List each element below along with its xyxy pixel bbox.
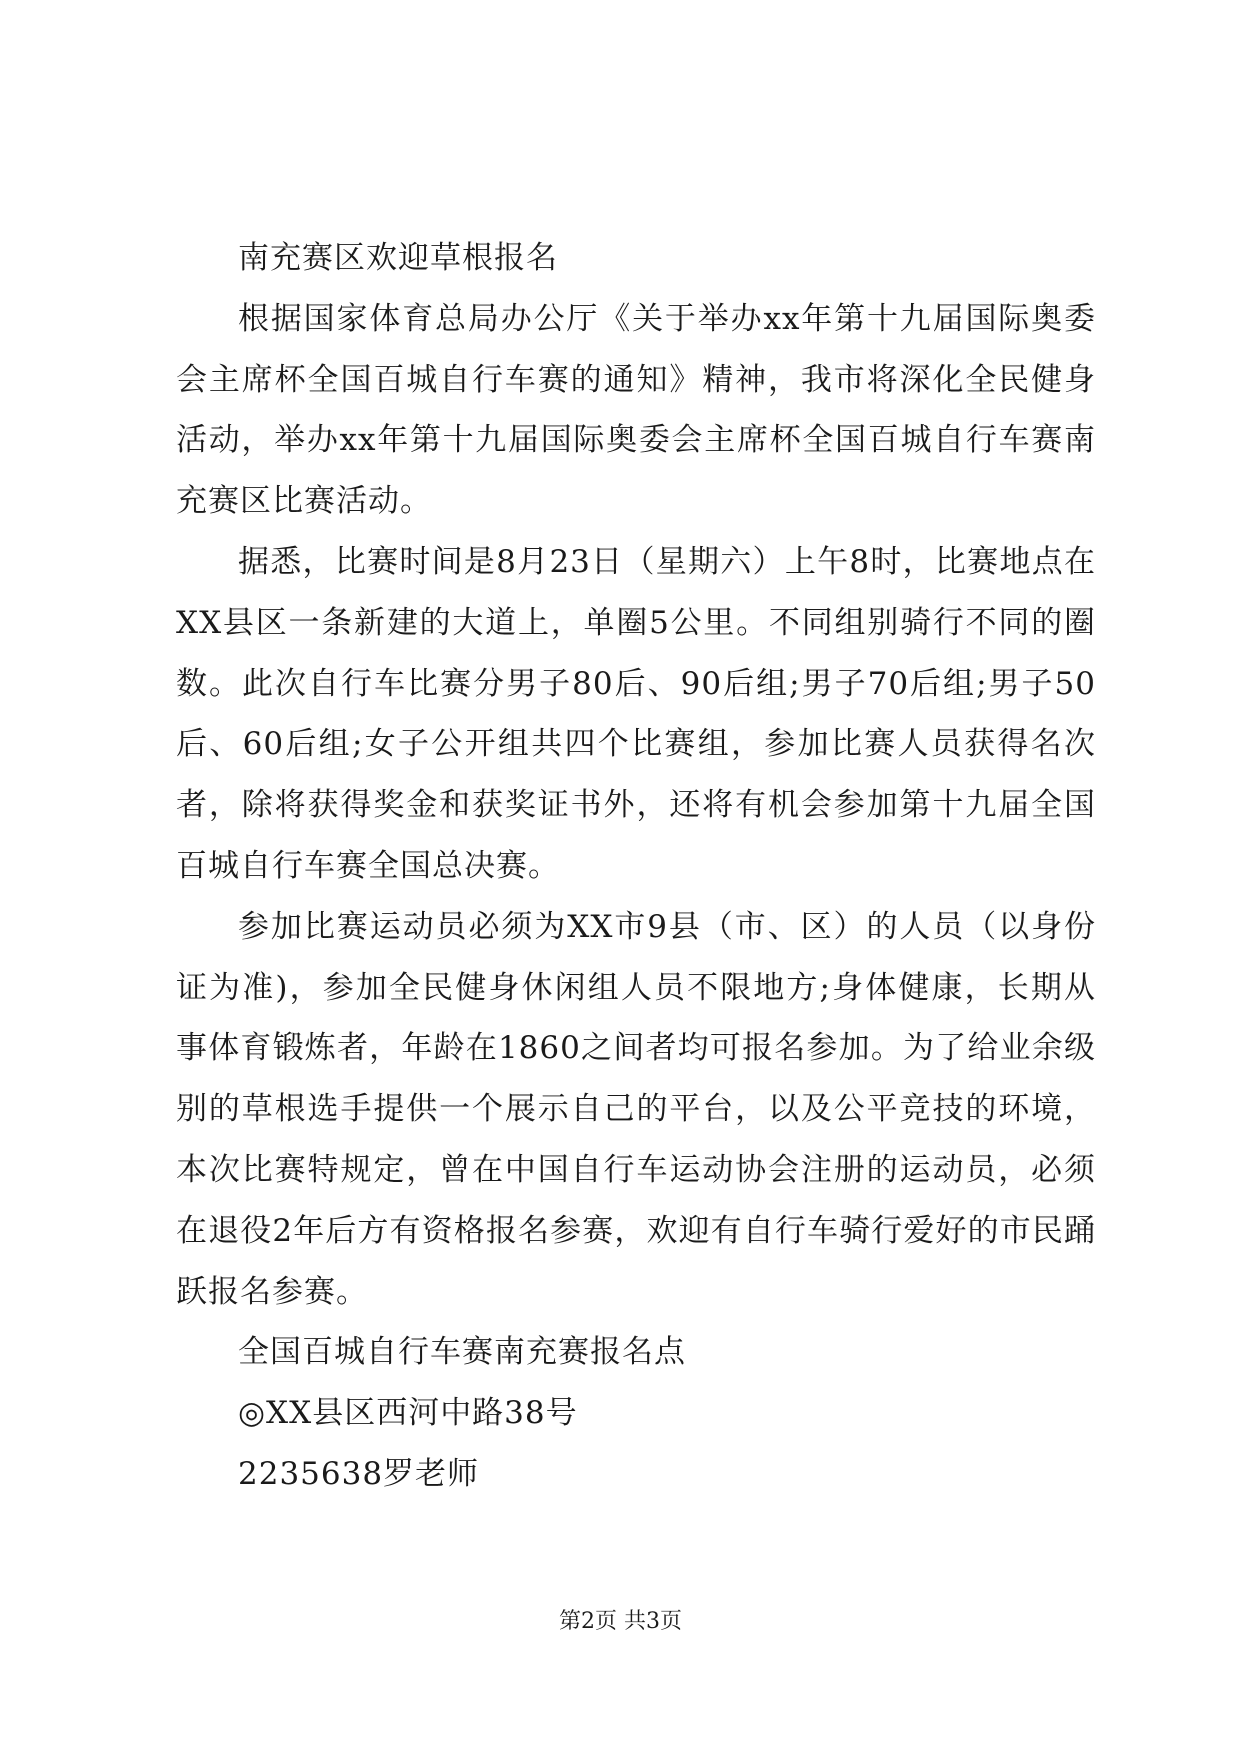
registration-heading: 全国百城自行车赛南充赛报名点: [238, 1334, 686, 1371]
document-title: 南充赛区欢迎草根报名: [238, 240, 558, 276]
page-number: 第2页 共3页: [559, 1609, 682, 1634]
registration-address: ◎XX县区西河中路38号: [238, 1395, 578, 1432]
registration-contact: 2235638罗老师: [238, 1455, 480, 1492]
paragraph-schedule: 据悉，比赛时间是8月23日（星期六）上午8时，比赛地点在XX县区一条新建的大道上，单圈5公里。不同组别骑行不同的圈数。此次自行车比赛分男子80后、90后组;男子70后组;男子50后、60后组;女子公开组共四个比赛组，参加比赛人员获得名次者，除将获得奖金和获奖证书外，还将有机会参加第十九届全国百城自行车赛全国总决赛。: [176, 543, 1096, 884]
page-footer: [0, 1608, 1241, 1636]
document-body: [176, 228, 1096, 1505]
paragraph-eligibility: 参加比赛运动员必须为XX市9县（市、区）的人员（以身份证为准)，参加全民健身休闲组人员不限地方;身体健康，长期从事体育锻炼者，年龄在1860之间者均可报名参加。为了给业余级别的草根选手提供一个展示自己的平台，以及公平竞技的环境，本次比赛特规定，曾在中国自行车运动协会注册的运动员，必须在退役2年后方有资格报名参赛，欢迎有自行车骑行爱好的市民踊跃报名参赛。: [176, 908, 1096, 1310]
paragraph-intro: 根据国家体育总局办公厅《关于举办xx年第十九届国际奥委会主席杯全国百城自行车赛的通知》精神，我市将深化全民健身活动，举办xx年第十九届国际奥委会主席杯全国百城自行车赛南充赛区比赛活动。: [176, 300, 1096, 520]
